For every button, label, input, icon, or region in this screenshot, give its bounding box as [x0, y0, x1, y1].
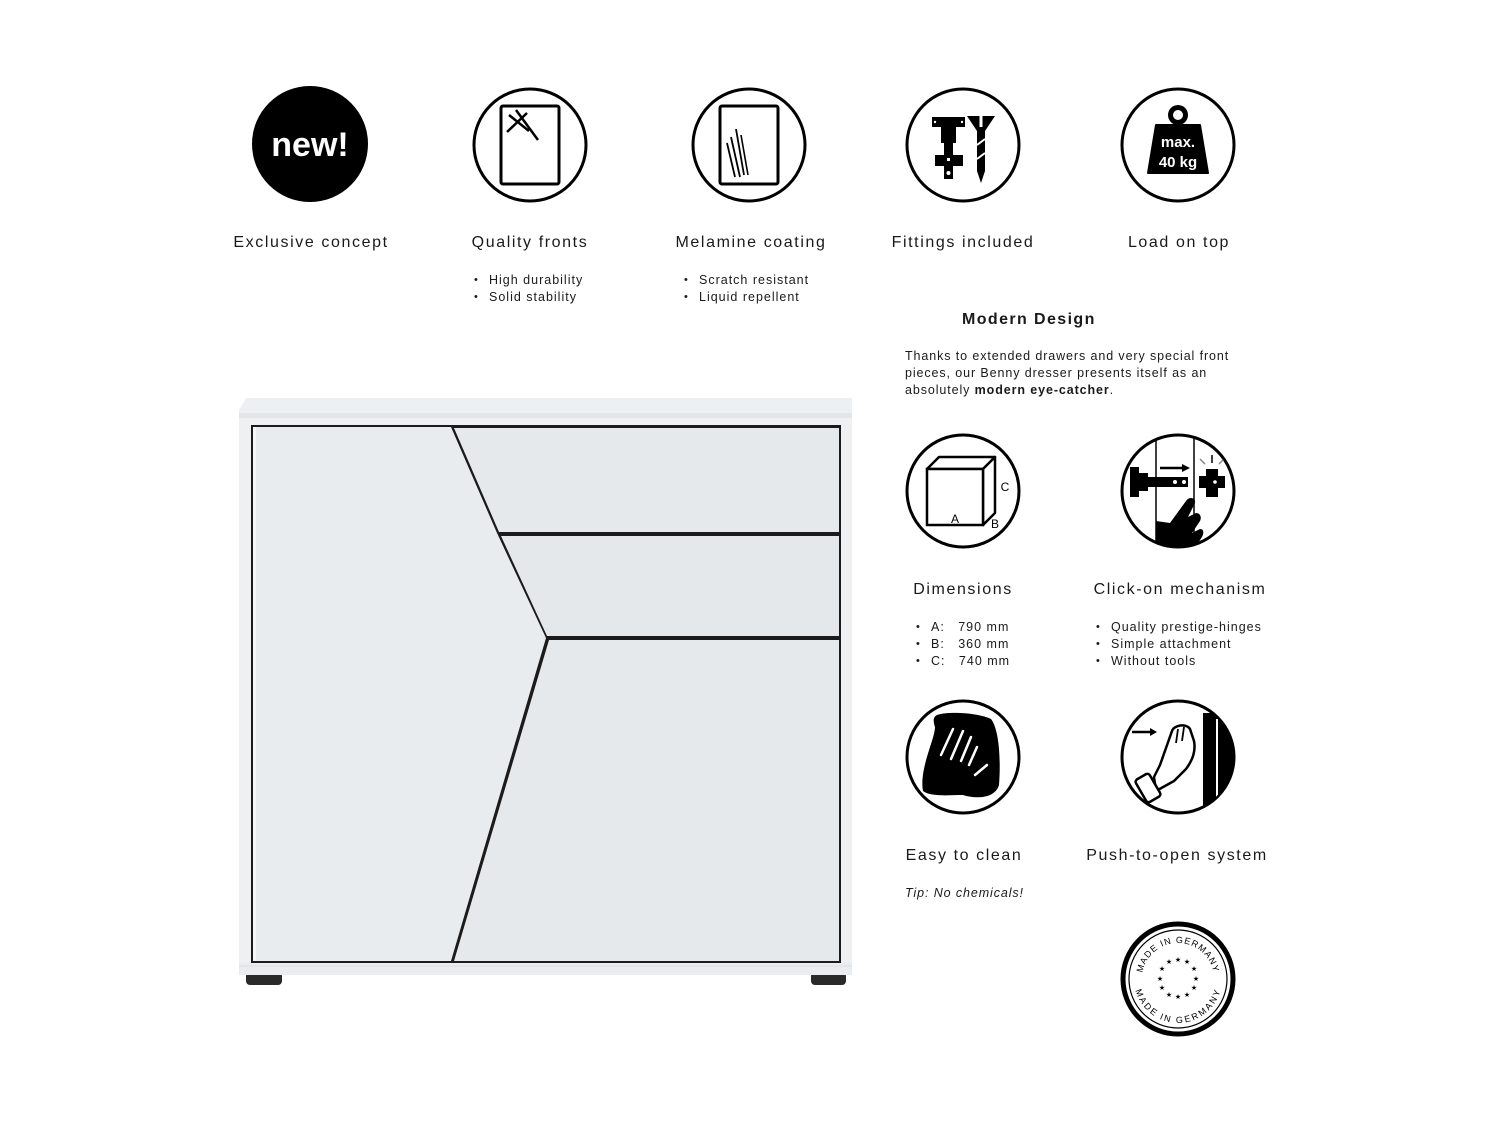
feature-title-click-on-mechanism: Click-on mechanism — [1093, 581, 1267, 598]
quality-fronts-bullets — [474, 272, 583, 306]
bullet-item: • Scratch resistant — [684, 272, 809, 289]
dimensions-bullets — [916, 619, 1010, 670]
bullet-item: • Simple attachment — [1096, 636, 1262, 653]
feature-title-load-on-top: Load on top — [1127, 234, 1231, 251]
modern-design-description — [905, 348, 1245, 399]
product-image-dresser — [236, 394, 858, 990]
cleaning-tip: Tip: No chemicals! — [905, 886, 1024, 900]
bullet-item: • Without tools — [1096, 653, 1262, 670]
bullet-item: • Liquid repellent — [684, 289, 809, 306]
seal-text-top: MADE IN GERMANY — [1134, 934, 1222, 974]
feature-title-exclusive-concept: Exclusive concept — [233, 234, 389, 251]
feature-title-quality-fronts: Quality fronts — [471, 234, 589, 251]
feature-title-easy-to-clean: Easy to clean — [905, 847, 1023, 864]
hand-cloth-icon — [905, 699, 1021, 815]
weight-line-1: max. — [1160, 134, 1196, 151]
svg-text:★: ★ — [1158, 985, 1166, 992]
bullet-item: • Solid stability — [474, 289, 583, 306]
svg-text:★: ★ — [1174, 957, 1182, 964]
svg-text:★: ★ — [1156, 976, 1164, 983]
cube-dimensions-icon — [905, 433, 1021, 549]
scratched-panel-icon — [472, 87, 588, 203]
svg-text:★: ★ — [1183, 959, 1191, 966]
weight-line-2: 40 kg — [1158, 154, 1198, 171]
push-hand-door-icon — [1120, 699, 1236, 815]
melamine-coating-bullets — [684, 272, 809, 306]
hinge-click-hand-icon — [1120, 433, 1236, 549]
description-emphasis: modern eye-catcher — [974, 383, 1110, 397]
seal-text-bottom: MADE IN GERMANY — [1133, 987, 1223, 1026]
svg-text:★: ★ — [1174, 994, 1182, 1001]
dimension-a: • A: 790 mm — [916, 619, 1010, 636]
hinge-and-screw-icon — [905, 87, 1021, 203]
bullet-item: • High durability — [474, 272, 583, 289]
dimension-b: • B: 360 mm — [916, 636, 1010, 653]
new-badge-icon — [252, 86, 368, 202]
feature-title-dimensions: Dimensions — [913, 581, 1013, 598]
bullet-item: • Quality prestige-hinges — [1096, 619, 1262, 636]
svg-text:★: ★ — [1158, 966, 1166, 973]
made-in-germany-seal-icon — [1120, 921, 1236, 1037]
description-text: Thanks to extended drawers and very special front pieces, our Benny dresser presents itself as an absolutely — [905, 349, 1230, 397]
new-badge-text: new! — [271, 126, 349, 164]
cube-label-b: B — [990, 517, 1000, 531]
claw-scratch-panel-icon — [691, 87, 807, 203]
svg-text:★: ★ — [1165, 959, 1173, 966]
click-on-bullets — [1096, 619, 1262, 670]
weight-icon — [1120, 87, 1236, 203]
svg-text:★: ★ — [1190, 966, 1198, 973]
svg-text:★: ★ — [1165, 992, 1173, 999]
feature-title-fittings-included: Fittings included — [891, 234, 1035, 251]
description-end: . — [1109, 383, 1115, 397]
svg-text:★: ★ — [1192, 976, 1200, 983]
svg-text:★: ★ — [1190, 985, 1198, 992]
feature-title-push-to-open: Push-to-open system — [1086, 847, 1268, 864]
section-title-modern-design: Modern Design — [962, 311, 1096, 328]
feature-title-melamine-coating: Melamine coating — [675, 234, 827, 251]
cube-label-a: A — [950, 512, 960, 526]
cube-label-c: C — [1000, 480, 1010, 494]
svg-text:★: ★ — [1183, 992, 1191, 999]
dimension-c: • C: 740 mm — [916, 653, 1010, 670]
